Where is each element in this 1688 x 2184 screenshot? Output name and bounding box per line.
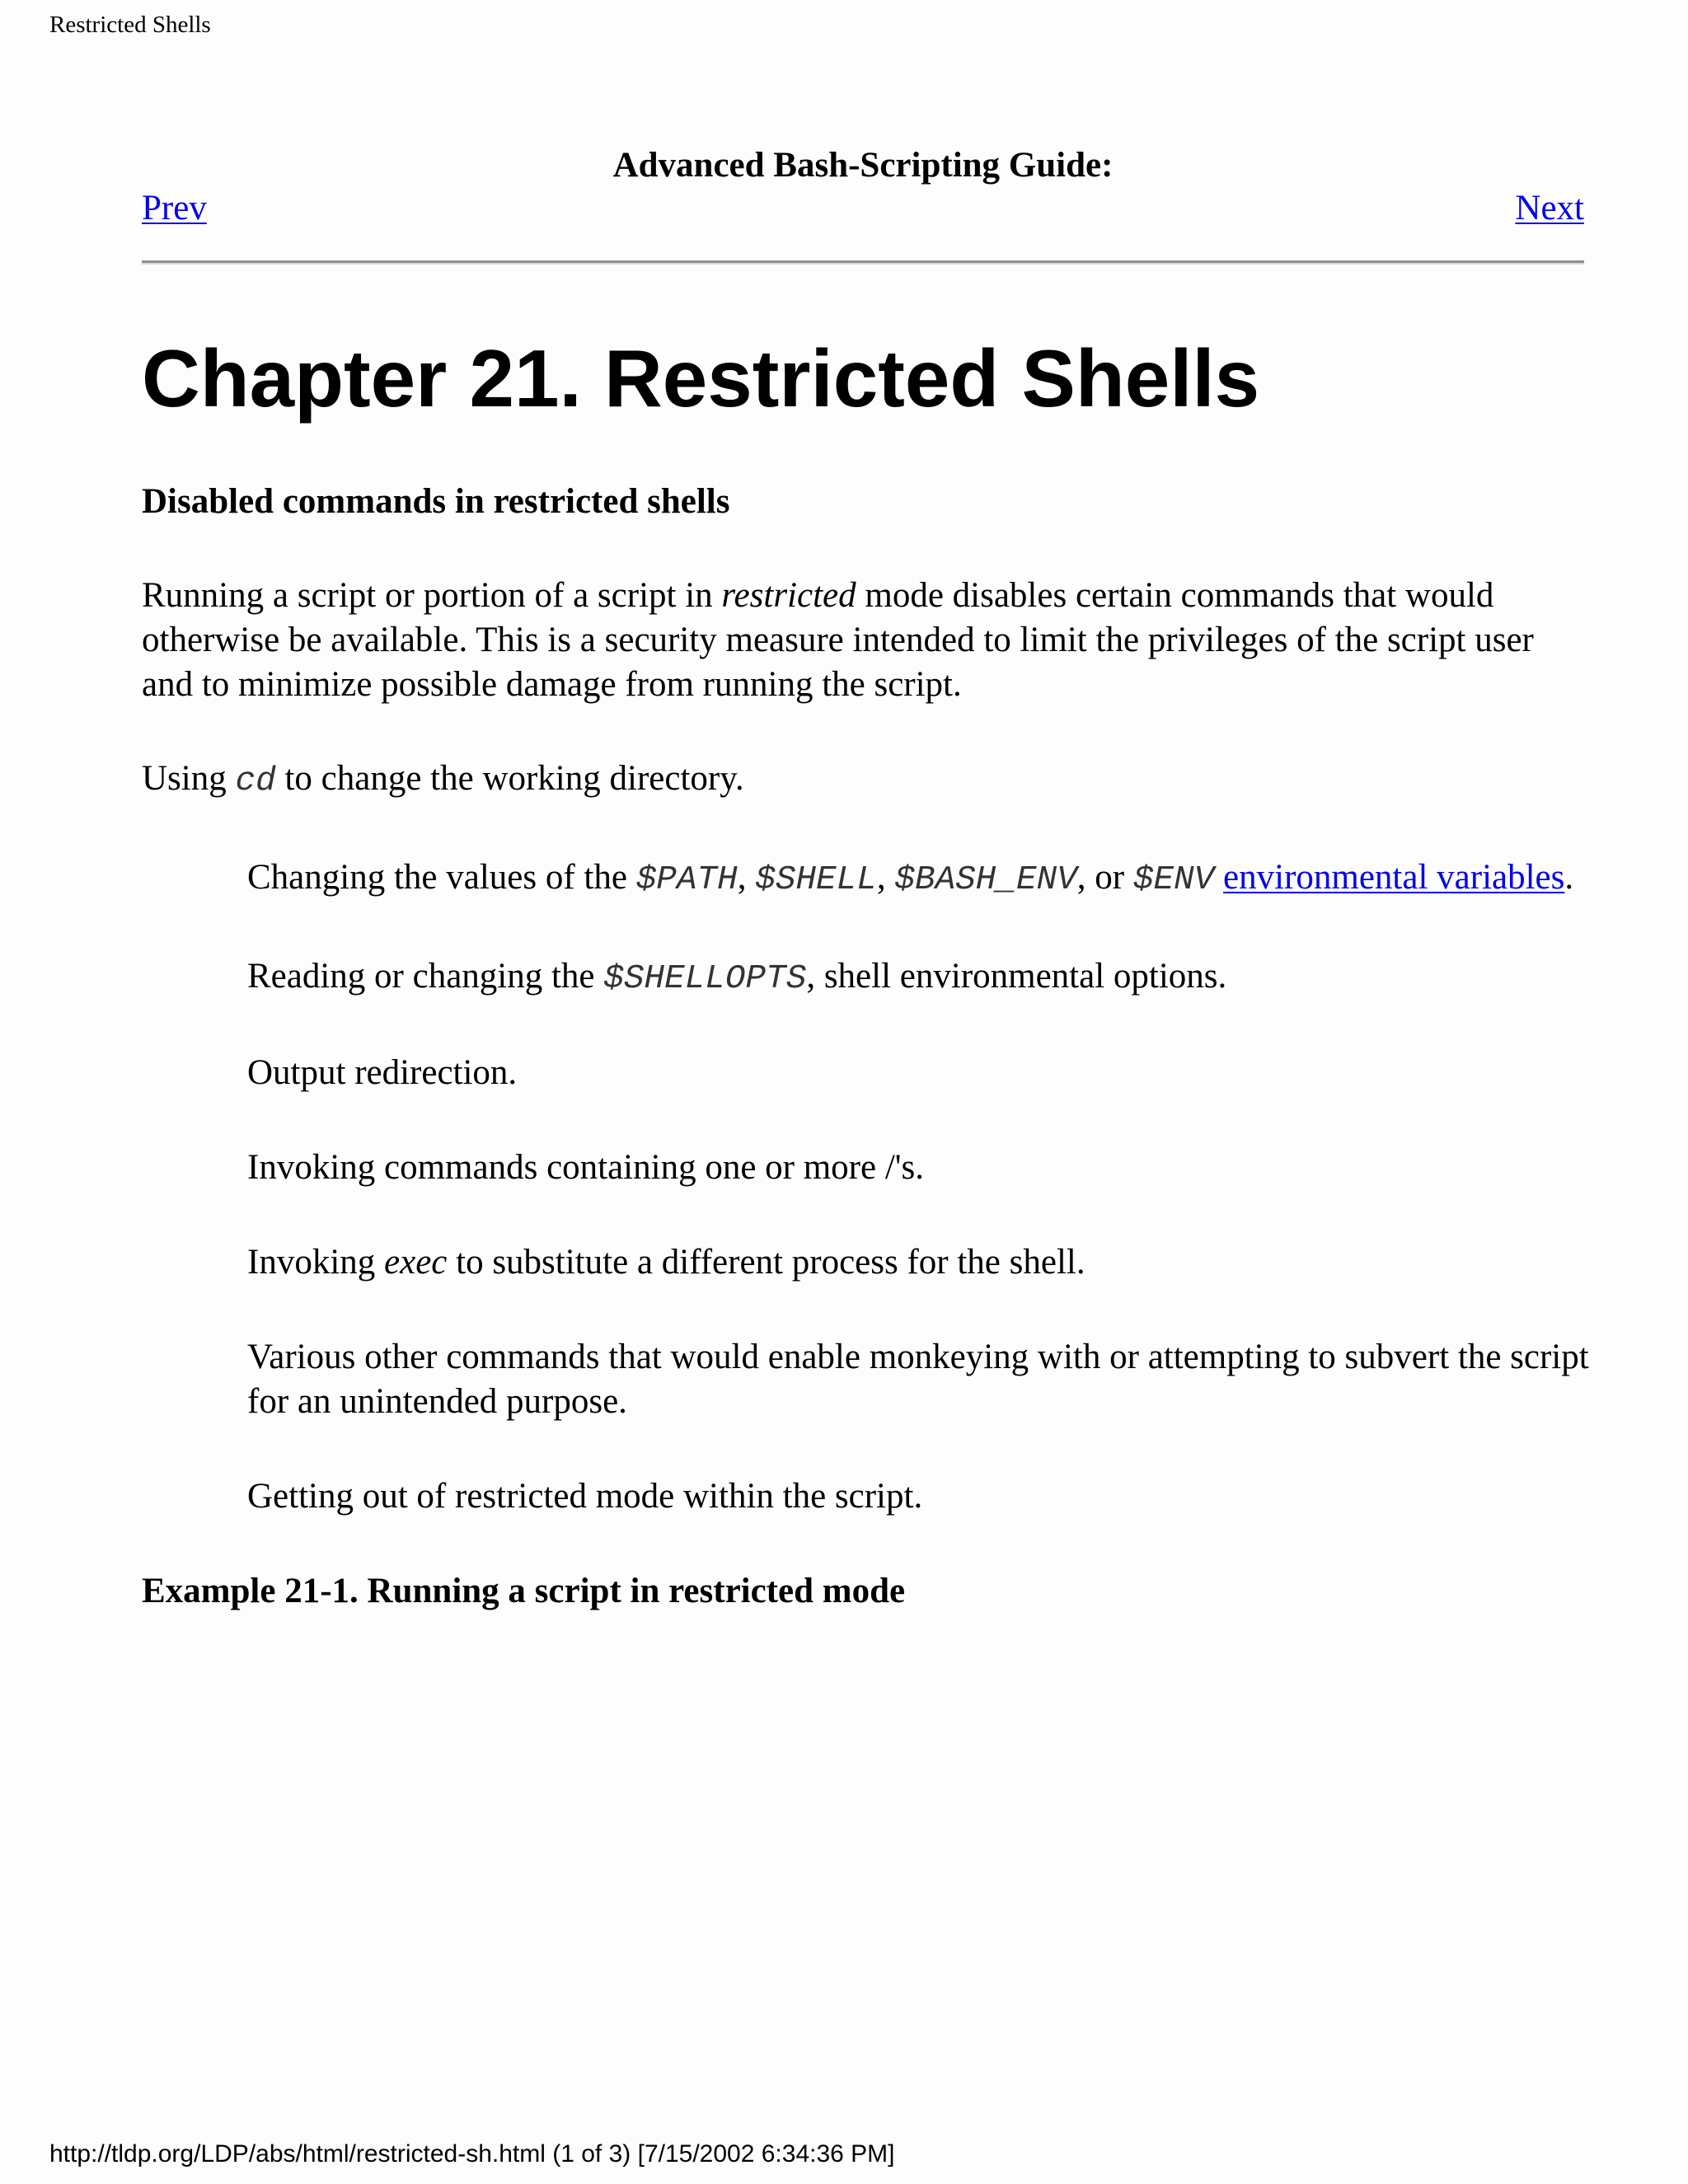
env-vars-sep-3: , or (1076, 858, 1133, 897)
list-item-exec (247, 1240, 1592, 1285)
list-item-various: Various other commands that would enable monkeying with or attempting to subvert the script for an unintended purpose. (247, 1338, 1589, 1421)
environmental-variables-link[interactable]: environmental variables (1223, 858, 1565, 897)
example-heading: Example 21-1. Running a script in restricted mode (142, 1572, 906, 1610)
env-vars-sep-1: , (737, 858, 756, 897)
main-content (142, 480, 1592, 1614)
var-shellopts: $SHELLOPTS (603, 960, 807, 998)
exec-emphasis: exec (384, 1243, 448, 1282)
intro-paragraph (142, 574, 1592, 707)
navigation-header (142, 145, 1584, 231)
intro-text-2: mode disables certain commands that would otherwise be available. This is a security measure intended to limit the privileges of the script user and to minimize possible damage from running the script. (142, 576, 1534, 704)
print-header-title: Restricted Shells (49, 12, 211, 38)
chapter-title: Chapter 21. Restricted Shells (142, 333, 1260, 424)
env-vars-end: . (1564, 858, 1574, 897)
exec-text-2: to substitute a different process for the shell. (447, 1243, 1085, 1282)
cd-command: cd (235, 762, 276, 800)
exec-text-1: Invoking (247, 1243, 385, 1282)
restrictions-list (142, 804, 1592, 1519)
list-item-output-redirection: Output redirection. (247, 1053, 518, 1092)
env-vars-sep-2: , (876, 858, 895, 897)
shellopts-text-2: , shell environmental options. (806, 957, 1227, 996)
section-heading: Disabled commands in restricted shells (142, 482, 730, 521)
list-item-slashes: Invoking commands containing one or more /'s. (247, 1148, 925, 1187)
guide-title: Advanced Bash-Scripting Guide: (612, 146, 1114, 185)
header-divider (142, 260, 1584, 265)
prev-link[interactable]: Prev (142, 189, 207, 227)
using-cd-text-2: to change the working directory. (275, 759, 744, 798)
var-path: $PATH (635, 861, 738, 899)
intro-text-1: Running a script or portion of a script in (142, 576, 722, 615)
var-bash-env: $BASH_ENV (894, 861, 1077, 899)
var-shell: $SHELL (755, 861, 877, 899)
intro-emphasis: restricted (721, 576, 856, 615)
nav-row (142, 186, 1584, 231)
var-env: $ENV (1132, 861, 1215, 899)
shellopts-text-1: Reading or changing the (247, 957, 604, 996)
using-cd-item (142, 757, 1592, 804)
print-footer: http://tldp.org/LDP/abs/html/restricted-sh.html (1 of 3) [7/15/2002 6:34:36 PM] (49, 2140, 895, 2168)
using-cd-text-1: Using (142, 759, 236, 798)
env-vars-text: Changing the values of the (247, 858, 636, 897)
list-item-getting-out: Getting out of restricted mode within the script. (247, 1477, 923, 1516)
next-link[interactable]: Next (1515, 189, 1584, 227)
list-item-shellopts (247, 954, 1592, 1001)
list-item-env-vars (247, 853, 1592, 905)
